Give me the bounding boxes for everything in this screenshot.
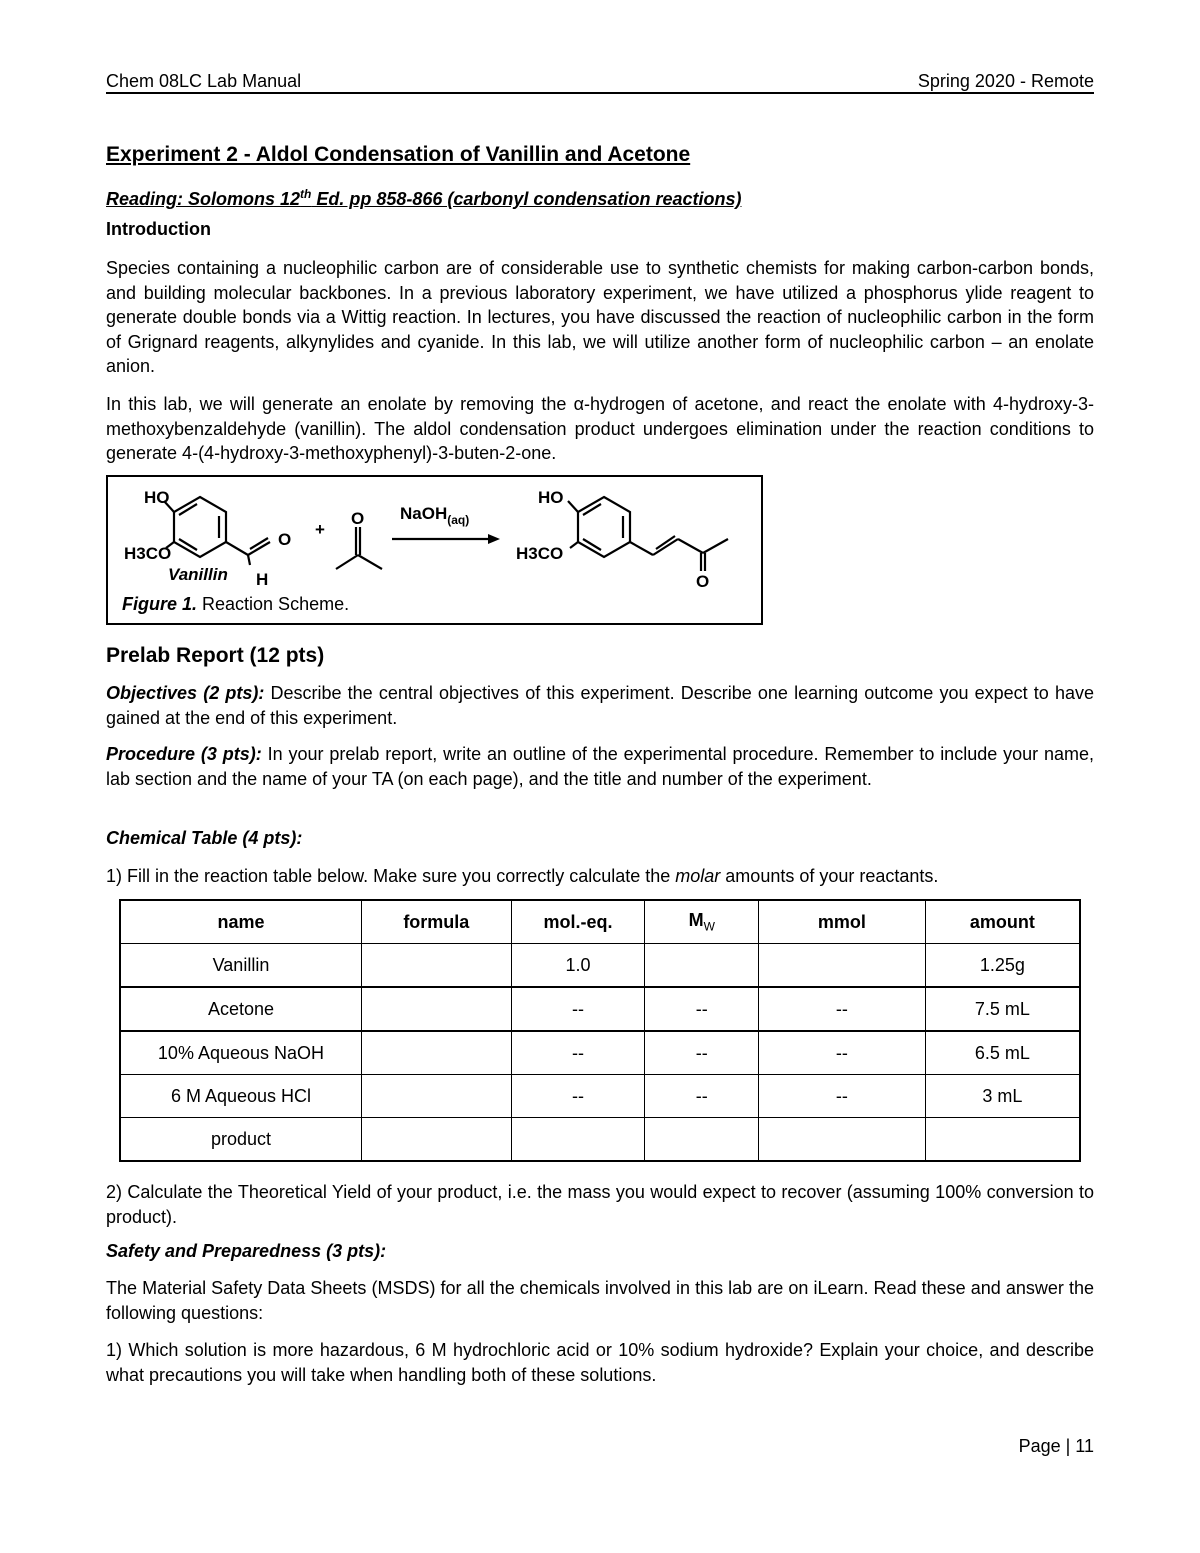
table-cell: Acetone <box>120 987 361 1031</box>
introduction-paragraph-1: Species containing a nucleophilic carbon are of considerable use to synthetic chemists for making carbon-carbon bonds, and building molecular backbones. In a previous laboratory experiment, we have utilized a phosphorus ylide reagent to generate double bonds via a Wittig reaction. In lectures, you have discussed the reaction of nucleophilic carbon in the form of Grignard reagents, alkynylides and cyanide. In this lab, we will utilize another form of nucleophilic carbon – an enolate anion. <box>106 258 1094 376</box>
table-row-product <box>120 1118 1080 1162</box>
reagent-text: NaOH <box>400 504 448 523</box>
page-header <box>106 70 1094 94</box>
table-cell: 10% Aqueous NaOH <box>120 1031 361 1075</box>
table-cell <box>361 1075 511 1118</box>
header-course: Chem 08LC Lab Manual <box>106 71 302 91</box>
table-row-hcl <box>120 1075 1080 1118</box>
vanillin-ho-label: HO <box>144 488 170 507</box>
table-cell: 1.25g <box>925 944 1080 988</box>
reading-assignment <box>106 182 1094 211</box>
fill-instruction <box>106 864 1094 889</box>
table-cell: -- <box>511 1031 645 1075</box>
table-cell <box>361 944 511 988</box>
reading-suffix: Ed. pp 858-866 (carbonyl condensation reactions) <box>311 189 742 209</box>
header-cell-mol-eq: mol.-eq. <box>511 900 645 944</box>
product-o-label: O <box>696 572 710 591</box>
table-cell <box>511 1118 645 1162</box>
header-mw-m: M <box>688 910 704 931</box>
reading-prefix: Reading: Solomons 12 <box>106 189 301 209</box>
chemical-table-heading: Chemical Table (4 pts): <box>106 828 303 848</box>
table-cell: -- <box>645 1031 759 1075</box>
table-cell: 6 M Aqueous HCl <box>120 1075 361 1118</box>
procedure-label: Procedure (3 pts): <box>106 744 262 764</box>
table-cell: -- <box>645 1075 759 1118</box>
table-cell: -- <box>511 1075 645 1118</box>
msds-paragraph: The Material Safety Data Sheets (MSDS) for all the chemicals involved in this lab are on iLearn. Read these and answer the following questions: <box>106 1278 1094 1323</box>
table-cell: -- <box>759 1031 926 1075</box>
table-cell <box>925 1118 1080 1162</box>
table-cell <box>645 1118 759 1162</box>
figure-caption-text: Reaction Scheme. <box>197 594 350 614</box>
safety-question-1: 1) Which solution is more hazardous, 6 M hydrochloric acid or 10% sodium hydroxide? Explain your choice, and describe what precautions you will take when handling both of these solutions. <box>106 1340 1094 1385</box>
table-cell: 7.5 mL <box>925 987 1080 1031</box>
aldehyde-o-label: O <box>278 530 292 549</box>
table-cell <box>361 987 511 1031</box>
table-cell <box>645 944 759 988</box>
fill-suffix: amounts of your reactants. <box>720 866 939 886</box>
table-cell <box>759 1118 926 1162</box>
objectives-paragraph <box>106 681 1094 730</box>
reaction-table <box>119 899 1081 1162</box>
table-cell: -- <box>759 987 926 1031</box>
procedure-paragraph <box>106 742 1094 791</box>
figure-caption-label: Figure 1. <box>122 594 198 614</box>
header-cell-formula: formula <box>361 900 511 944</box>
table-cell: 6.5 mL <box>925 1031 1080 1075</box>
experiment-title: Experiment 2 - Aldol Condensation of Vanillin and Acetone <box>106 143 691 166</box>
introduction-paragraph-2: In this lab, we will generate an enolate by removing the α-hydrogen of acetone, and react the enolate with 4-hydroxy-3-methoxybenzaldehyde (vanillin). The aldol condensation product undergoes elimination under the reaction conditions to generate 4-(4-hydroxy-3-methoxyphenyl)-3-buten-2-one. <box>106 394 1094 463</box>
header-cell-amount: amount <box>925 900 1080 944</box>
safety-heading: Safety and Preparedness (3 pts): <box>106 1241 387 1261</box>
prelab-heading: Prelab Report (12 pts) <box>106 644 325 667</box>
figure-caption <box>122 593 349 615</box>
reagent-label <box>400 504 469 527</box>
table-row-acetone <box>120 987 1080 1031</box>
header-cell-mmol: mmol <box>759 900 926 944</box>
reading-sup: th <box>300 187 312 201</box>
product-ho-label: HO <box>538 488 564 507</box>
table-cell <box>361 1031 511 1075</box>
table-cell: 3 mL <box>925 1075 1080 1118</box>
theoretical-yield-question: 2) Calculate the Theoretical Yield of your product, i.e. the mass you would expect to recover (assuming 100% conversion to product). <box>106 1182 1094 1227</box>
table-row-vanillin <box>120 944 1080 988</box>
fill-prefix: 1) Fill in the reaction table below. Make sure you correctly calculate the <box>106 866 676 886</box>
table-cell: 1.0 <box>511 944 645 988</box>
product-h3co-label: H3CO <box>516 544 564 563</box>
table-header-row <box>120 900 1080 944</box>
table-cell: Vanillin <box>120 944 361 988</box>
page-number: Page | 11 <box>1018 1436 1094 1456</box>
header-cell-mw <box>645 900 759 944</box>
objectives-label: Objectives (2 pts): <box>106 683 265 703</box>
header-mw-sub: W <box>703 919 715 934</box>
procedure-text: In your prelab report, write an outline of the experimental procedure. Remember to include your name, lab section and the name of your TA (on each page), and the title and number of the experiment. <box>106 744 1094 789</box>
table-cell: product <box>120 1118 361 1162</box>
table-cell: -- <box>511 987 645 1031</box>
vanillin-name-label: Vanillin <box>168 565 228 584</box>
objectives-text: Describe the central objectives of this experiment. Describe one learning outcome you expect to have gained at the end of this experiment. <box>106 683 1094 728</box>
table-cell: -- <box>645 987 759 1031</box>
header-term: Spring 2020 - Remote <box>917 71 1094 91</box>
aldehyde-h-label: H <box>256 570 269 589</box>
header-cell-name: name <box>120 900 361 944</box>
table-row-naoh <box>120 1031 1080 1075</box>
plus-sign: + <box>315 520 325 539</box>
fill-emphasis: molar <box>675 866 721 886</box>
reaction-scheme-figure <box>106 475 763 625</box>
table-cell <box>759 944 926 988</box>
reagent-sub: (aq) <box>447 513 470 527</box>
table-cell <box>361 1118 511 1162</box>
table-cell: -- <box>759 1075 926 1118</box>
vanillin-h3co-label: H3CO <box>124 544 172 563</box>
acetone-o-label: O <box>351 509 365 528</box>
introduction-heading: Introduction <box>106 219 211 239</box>
